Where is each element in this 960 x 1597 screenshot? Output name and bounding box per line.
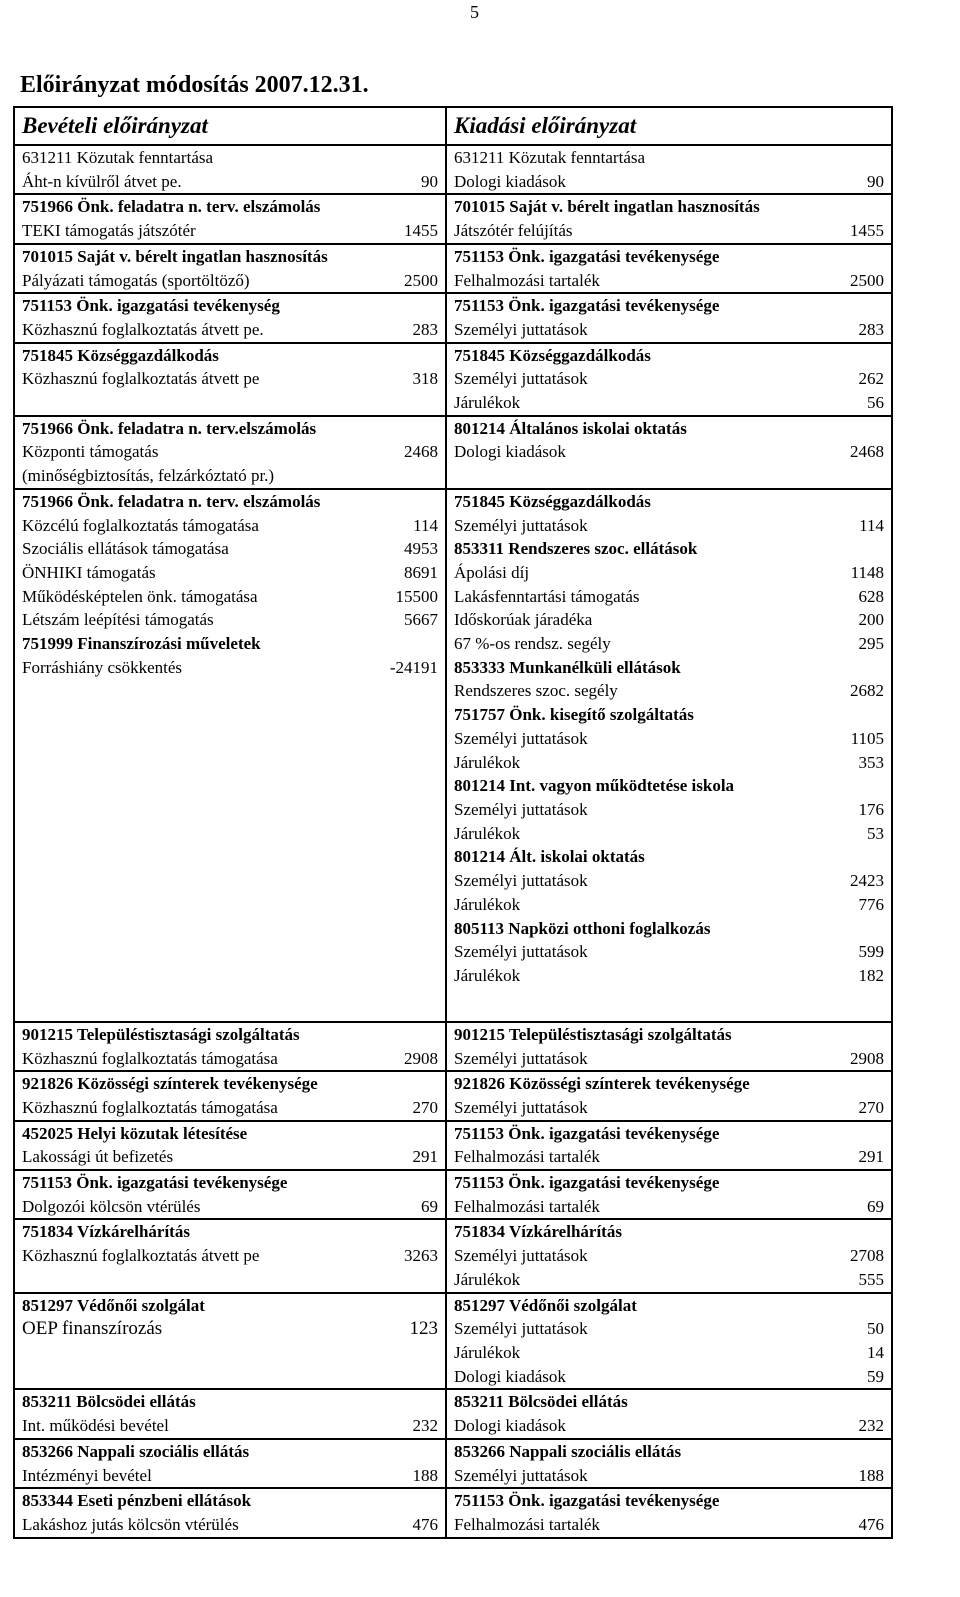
line-item <box>22 219 438 243</box>
account-heading <box>454 1072 884 1096</box>
line-item <box>22 170 438 194</box>
item-label: 853211 Bölcsödei ellátás <box>454 1392 628 1412</box>
line-item <box>454 146 884 170</box>
line-item <box>454 727 884 751</box>
item-label: Közhasznú foglalkoztatás átvett pe. <box>22 319 264 339</box>
item-label: Személyi juttatások <box>454 515 588 535</box>
expense-cell <box>446 1121 892 1170</box>
item-label: Dologi kiadások <box>454 1366 566 1386</box>
account-heading <box>22 490 438 514</box>
line-item <box>454 632 884 656</box>
item-label: Személyi juttatások <box>454 799 588 819</box>
line-item <box>22 367 438 391</box>
account-heading <box>454 1440 884 1464</box>
item-label: Személyi juttatások <box>454 1465 588 1485</box>
item-label: 853333 Munkanélküli ellátások <box>454 657 681 677</box>
account-heading <box>22 1440 438 1464</box>
item-label: 853344 Eseti pénzbeni ellátások <box>22 1491 252 1511</box>
item-label: Felhalmozási tartalék <box>454 1514 600 1534</box>
item-label: 751845 Községgazdálkodás <box>454 345 651 365</box>
item-label: 751757 Önk. kisegítő szolgáltatás <box>454 705 694 725</box>
item-amount: 476 <box>412 1514 438 1534</box>
item-label: Felhalmozási tartalék <box>454 270 600 290</box>
line-item <box>454 1047 884 1071</box>
table-row <box>14 1439 892 1488</box>
item-amount: 295 <box>858 634 884 654</box>
account-heading <box>22 294 438 318</box>
line-item <box>22 561 438 585</box>
item-label: Forráshiány csökkentés <box>22 657 183 677</box>
item-amount: 200 <box>858 610 884 630</box>
item-amount: 188 <box>412 1465 438 1485</box>
item-label: 901215 Településtisztasági szolgáltatás <box>454 1024 732 1044</box>
revenue-header: Bevételi előirányzat <box>14 107 446 145</box>
item-amount: 2468 <box>850 442 884 462</box>
table-row <box>14 293 892 342</box>
item-amount: 2908 <box>404 1048 438 1068</box>
line-item <box>454 440 884 464</box>
item-label: Lakossági út befizetés <box>22 1147 174 1167</box>
account-heading <box>454 1023 884 1047</box>
table-row <box>14 1170 892 1219</box>
table-row <box>14 416 892 489</box>
account-heading <box>22 1220 438 1244</box>
revenue-cell <box>14 343 446 416</box>
item-label: 751153 Önk. igazgatási tevékenysége <box>454 246 720 266</box>
item-label: Dologi kiadások <box>454 171 566 191</box>
item-label: 751845 Községgazdálkodás <box>454 491 651 511</box>
item-label: 701015 Saját v. bérelt ingatlan hasznosítás <box>22 246 328 266</box>
line-item <box>22 1464 438 1488</box>
item-label: ÖNHIKI támogatás <box>22 562 156 582</box>
account-heading <box>454 195 884 219</box>
item-label: 751966 Önk. feladatra n. terv.elszámolás <box>22 418 317 438</box>
item-label: Szociális ellátások támogatása <box>22 539 229 559</box>
item-amount: 53 <box>867 823 884 843</box>
line-item <box>22 1096 438 1120</box>
item-amount: 2708 <box>850 1246 884 1266</box>
account-heading <box>454 417 884 441</box>
account-heading <box>22 1390 438 1414</box>
item-label: 751999 Finanszírozási műveletek <box>22 634 261 654</box>
item-amount: 599 <box>858 942 884 962</box>
account-heading <box>22 1122 438 1146</box>
item-label: Járulékok <box>454 965 521 985</box>
expense-cell <box>446 244 892 293</box>
revenue-cell <box>14 293 446 342</box>
item-label: Létszám leépítési támogatás <box>22 610 214 630</box>
line-item <box>454 170 884 194</box>
item-label: Int. működési bevétel <box>22 1416 169 1436</box>
item-amount: -24191 <box>389 657 438 677</box>
line-item <box>454 367 884 391</box>
item-label: Személyi juttatások <box>454 1319 588 1339</box>
line-item <box>22 656 438 680</box>
item-amount: 1455 <box>850 221 884 241</box>
item-amount: 270 <box>412 1097 438 1117</box>
item-label: Közhasznú foglalkoztatás átvett pe <box>22 369 260 389</box>
account-heading <box>454 703 884 727</box>
item-amount: 59 <box>867 1366 884 1386</box>
item-label: Pályázati támogatás (sportöltöző) <box>22 270 250 290</box>
expense-cell <box>446 1071 892 1120</box>
item-label: (minőségbiztosítás, felzárkóztató pr.) <box>22 466 275 486</box>
expense-cell <box>446 1488 892 1537</box>
line-item <box>454 1268 884 1292</box>
expense-cell <box>446 1022 892 1071</box>
table-row <box>14 1389 892 1438</box>
line-item <box>454 1317 884 1341</box>
item-amount: 2500 <box>850 270 884 290</box>
expense-cell <box>446 293 892 342</box>
item-label: Személyi juttatások <box>454 942 588 962</box>
item-label: 751153 Önk. igazgatási tevékenysége <box>454 296 720 316</box>
item-label: 921826 Közösségi színterek tevékenysége <box>22 1074 318 1094</box>
item-label: Dologi kiadások <box>454 442 566 462</box>
item-amount: 50 <box>867 1319 884 1339</box>
item-label: Járulékok <box>454 894 521 914</box>
item-label: Felhalmozási tartalék <box>454 1147 600 1167</box>
item-label: 751966 Önk. feladatra n. terv. elszámolás <box>22 197 321 217</box>
item-amount: 90 <box>421 171 438 191</box>
item-label: Lakáshoz jutás kölcsön vtérülés <box>22 1514 239 1534</box>
line-item <box>22 318 438 342</box>
item-amount: 291 <box>412 1147 438 1167</box>
account-heading <box>22 1294 438 1318</box>
item-amount: 5667 <box>404 610 438 630</box>
item-label: Személyi juttatások <box>454 728 588 748</box>
item-label: 851297 Védőnői szolgálat <box>22 1295 205 1315</box>
table-row <box>14 1121 892 1170</box>
budget-table <box>13 106 893 1539</box>
revenue-cell <box>14 1219 446 1292</box>
expense-cell <box>446 1389 892 1438</box>
account-heading <box>454 294 884 318</box>
item-label: 853266 Nappali szociális ellátás <box>22 1441 250 1461</box>
item-label: Járulékok <box>454 1269 521 1289</box>
account-heading <box>454 845 884 869</box>
item-label: Személyi juttatások <box>454 319 588 339</box>
expense-cell <box>446 1439 892 1488</box>
item-amount: 69 <box>421 1196 438 1216</box>
expense-header: Kiadási előirányzat <box>446 107 892 145</box>
table-row <box>14 489 892 1022</box>
account-heading <box>22 632 438 656</box>
item-amount: 232 <box>412 1416 438 1436</box>
account-heading <box>22 195 438 219</box>
account-heading <box>22 1023 438 1047</box>
account-heading <box>22 417 438 441</box>
item-label: Működésképtelen önk. támogatása <box>22 586 258 606</box>
item-label: OEP finanszírozás <box>22 1318 163 1340</box>
item-amount: 291 <box>858 1147 884 1167</box>
item-label: Lakásfenntartási támogatás <box>454 586 640 606</box>
item-amount: 8691 <box>404 562 438 582</box>
item-amount: 114 <box>413 515 438 535</box>
line-item <box>454 514 884 538</box>
item-label: 452025 Helyi közutak létesítése <box>22 1123 248 1143</box>
line-item <box>22 537 438 561</box>
line-item <box>22 1244 438 1268</box>
revenue-cell <box>14 1488 446 1537</box>
revenue-cell <box>14 1121 446 1170</box>
item-label: 853311 Rendszeres szoc. ellátások <box>454 539 698 559</box>
expense-cell <box>446 1170 892 1219</box>
table-row <box>14 1488 892 1537</box>
item-label: 751153 Önk. igazgatási tevékenysége <box>454 1123 720 1143</box>
item-label: Járulékok <box>454 752 521 772</box>
revenue-cell <box>14 244 446 293</box>
item-label: Időskorúak járadéka <box>454 610 593 630</box>
line-item <box>454 893 884 917</box>
item-amount: 283 <box>858 319 884 339</box>
item-label: Személyi juttatások <box>454 871 588 891</box>
line-item <box>22 1414 438 1438</box>
account-heading <box>22 1489 438 1513</box>
line-item <box>22 464 438 488</box>
expense-cell <box>446 145 892 194</box>
line-item <box>454 679 884 703</box>
line-item <box>454 561 884 585</box>
item-label: 631211 Közutak fenntartása <box>454 148 646 167</box>
item-label: Felhalmozási tartalék <box>454 1196 600 1216</box>
table-row <box>14 343 892 416</box>
revenue-cell <box>14 1439 446 1488</box>
item-label: 801214 Ált. iskolai oktatás <box>454 847 645 867</box>
item-amount: 1105 <box>850 728 884 748</box>
item-label: 921826 Közösségi színterek tevékenysége <box>454 1074 750 1094</box>
account-heading <box>454 537 884 561</box>
account-heading <box>454 245 884 269</box>
item-label: Központi támogatás <box>22 442 159 462</box>
item-label: Járulékok <box>454 1342 521 1362</box>
item-amount: 4953 <box>404 539 438 559</box>
item-label: 701015 Saját v. bérelt ingatlan hasznosítás <box>454 197 760 217</box>
table-row <box>14 1022 892 1071</box>
line-item <box>22 1513 438 1537</box>
item-label: Ápolási díj <box>454 562 530 582</box>
item-label: Személyi juttatások <box>454 369 588 389</box>
revenue-cell <box>14 489 446 1022</box>
line-item <box>454 318 884 342</box>
item-label: 751153 Önk. igazgatási tevékenység <box>22 296 280 316</box>
account-heading <box>22 344 438 368</box>
account-heading <box>454 774 884 798</box>
item-label: 801214 Int. vagyon működtetése iskola <box>454 776 735 796</box>
line-item <box>454 219 884 243</box>
revenue-cell <box>14 416 446 489</box>
item-amount: 776 <box>858 894 884 914</box>
line-item <box>22 1047 438 1071</box>
account-heading <box>454 1220 884 1244</box>
item-amount: 555 <box>858 1269 884 1289</box>
table-row <box>14 1219 892 1292</box>
table-row <box>14 145 892 194</box>
line-item <box>454 391 884 415</box>
item-label: Személyi juttatások <box>454 1097 588 1117</box>
line-item <box>454 269 884 293</box>
expense-cell <box>446 343 892 416</box>
line-item <box>22 440 438 464</box>
expense-cell <box>446 416 892 489</box>
line-item <box>454 1513 884 1537</box>
line-item <box>454 964 884 988</box>
item-amount: 90 <box>867 171 884 191</box>
item-label: TEKI támogatás játszótér <box>22 221 196 241</box>
item-amount: 2500 <box>404 270 438 290</box>
line-item <box>454 1464 884 1488</box>
line-item <box>22 1317 438 1341</box>
item-label: 751153 Önk. igazgatási tevékenysége <box>454 1173 720 1193</box>
item-label: Közhasznú foglalkoztatás támogatása <box>22 1048 278 1068</box>
expense-cell <box>446 1293 892 1390</box>
line-item <box>22 1145 438 1169</box>
line-item <box>454 1365 884 1389</box>
line-item <box>454 585 884 609</box>
item-amount: 3263 <box>404 1246 438 1266</box>
item-label: 751153 Önk. igazgatási tevékenysége <box>22 1173 288 1193</box>
revenue-cell <box>14 1071 446 1120</box>
revenue-cell <box>14 1293 446 1390</box>
line-item <box>22 146 438 170</box>
table-row <box>14 194 892 243</box>
item-amount: 283 <box>412 319 438 339</box>
item-amount: 114 <box>859 515 884 535</box>
account-heading <box>454 1122 884 1146</box>
line-item <box>22 585 438 609</box>
table-row <box>14 1071 892 1120</box>
item-amount: 353 <box>858 752 884 772</box>
expense-cell <box>446 1219 892 1292</box>
table-row <box>14 244 892 293</box>
item-label: 805113 Napközi otthoni foglalkozás <box>454 918 711 938</box>
item-amount: 270 <box>858 1097 884 1117</box>
item-amount: 188 <box>858 1465 884 1485</box>
line-item <box>22 608 438 632</box>
item-amount: 262 <box>858 369 884 389</box>
item-label: 631211 Közutak fenntartása <box>22 148 214 167</box>
item-label: 901215 Településtisztasági szolgáltatás <box>22 1024 300 1044</box>
account-heading <box>22 245 438 269</box>
item-label: Intézményi bevétel <box>22 1465 152 1485</box>
item-label: 751966 Önk. feladatra n. terv. elszámolás <box>22 491 321 511</box>
line-item <box>454 1244 884 1268</box>
revenue-cell <box>14 1389 446 1438</box>
item-amount: 2423 <box>850 871 884 891</box>
account-heading <box>454 344 884 368</box>
line-item <box>454 940 884 964</box>
item-amount: 182 <box>858 965 884 985</box>
account-heading <box>454 490 884 514</box>
expense-cell <box>446 194 892 243</box>
item-amount: 2908 <box>850 1048 884 1068</box>
item-label: Közhasznú foglalkoztatás átvett pe <box>22 1246 260 1266</box>
item-label: 801214 Általános iskolai oktatás <box>454 418 687 438</box>
account-heading <box>454 917 884 941</box>
item-label: 751845 Községgazdálkodás <box>22 345 219 365</box>
item-label: Személyi juttatások <box>454 1246 588 1266</box>
account-heading <box>454 656 884 680</box>
line-item <box>22 514 438 538</box>
line-item <box>454 822 884 846</box>
account-heading <box>22 1072 438 1096</box>
item-label: 853266 Nappali szociális ellátás <box>454 1441 682 1461</box>
item-amount: 2682 <box>850 681 884 701</box>
line-item <box>454 1414 884 1438</box>
item-amount: 15500 <box>395 586 438 606</box>
item-label: 851297 Védőnői szolgálat <box>454 1295 637 1315</box>
line-item <box>22 1195 438 1219</box>
item-label: Dolgozói kölcsön vtérülés <box>22 1196 201 1216</box>
account-heading <box>454 1171 884 1195</box>
line-item <box>454 751 884 775</box>
item-label: Játszótér felújítás <box>454 221 573 241</box>
account-heading <box>454 1390 884 1414</box>
line-item <box>454 1096 884 1120</box>
item-label: Áht-n kívülről átvet pe. <box>22 171 182 191</box>
item-amount: 1455 <box>404 221 438 241</box>
item-amount: 318 <box>412 369 438 389</box>
page-title: Előirányzat módosítás 2007.12.31. <box>20 72 369 98</box>
item-label: Dologi kiadások <box>454 1416 566 1436</box>
line-item <box>22 269 438 293</box>
line-item <box>454 1145 884 1169</box>
account-heading <box>454 1489 884 1513</box>
item-label: Járulékok <box>454 823 521 843</box>
item-amount: 123 <box>409 1318 438 1340</box>
item-label: 751834 Vízkárelhárítás <box>454 1222 622 1242</box>
item-amount: 476 <box>858 1514 884 1534</box>
line-item <box>454 1195 884 1219</box>
line-item <box>454 1341 884 1365</box>
item-label: Járulékok <box>454 393 521 413</box>
item-amount: 14 <box>867 1342 884 1362</box>
item-label: 751834 Vízkárelhárítás <box>22 1222 190 1242</box>
item-amount: 2468 <box>404 442 438 462</box>
revenue-cell <box>14 194 446 243</box>
item-label: 853211 Bölcsödei ellátás <box>22 1392 196 1412</box>
item-label: 751153 Önk. igazgatási tevékenysége <box>454 1491 720 1511</box>
item-label: 67 %-os rendsz. segély <box>454 634 611 654</box>
revenue-cell <box>14 145 446 194</box>
table-row <box>14 1293 892 1390</box>
item-amount: 69 <box>867 1196 884 1216</box>
header-row <box>14 107 892 145</box>
line-item <box>454 869 884 893</box>
item-amount: 176 <box>858 799 884 819</box>
item-label: Személyi juttatások <box>454 1048 588 1068</box>
revenue-cell <box>14 1170 446 1219</box>
item-label: Közhasznú foglalkoztatás támogatása <box>22 1097 278 1117</box>
account-heading <box>454 1294 884 1318</box>
item-amount: 56 <box>867 393 884 413</box>
item-amount: 232 <box>858 1416 884 1436</box>
expense-cell <box>446 489 892 1022</box>
line-item <box>454 798 884 822</box>
line-item <box>454 608 884 632</box>
account-heading <box>22 1171 438 1195</box>
item-amount: 1148 <box>850 562 884 582</box>
item-label: Rendszeres szoc. segély <box>454 681 618 701</box>
revenue-cell <box>14 1022 446 1071</box>
item-amount: 628 <box>858 586 884 606</box>
item-label: Közcélú foglalkoztatás támogatása <box>22 515 259 535</box>
page-number: 5 <box>470 2 479 22</box>
